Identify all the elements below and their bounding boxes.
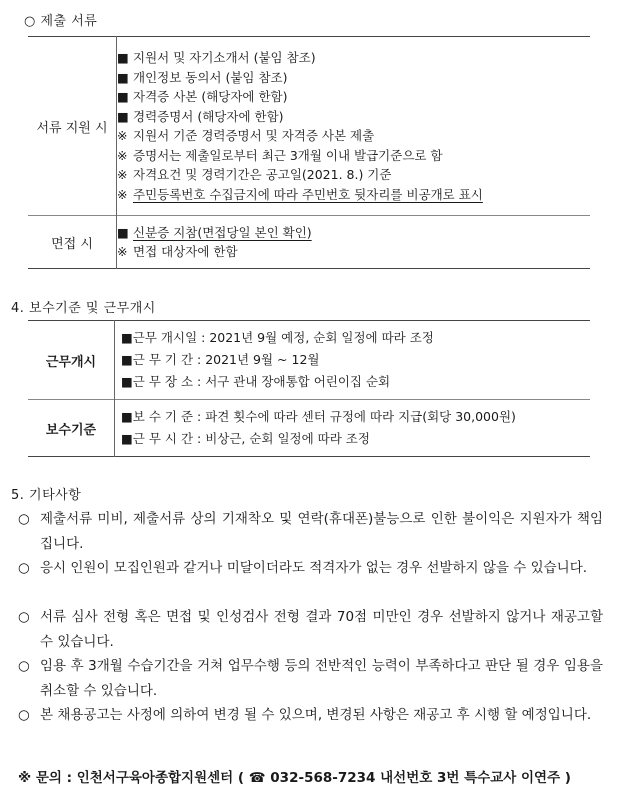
table-row (28, 216, 590, 269)
list-item: ■근무 개시일 : 2021년 9월 예정, 순회 일정에 따라 조정 (121, 330, 434, 345)
table-row (28, 37, 590, 216)
section5-title: 5. 기타사항 (11, 488, 82, 503)
row-label: 면접 시 (28, 216, 117, 269)
table-row (28, 321, 590, 400)
pay-work-table (28, 320, 590, 457)
list-item: ■ 개인정보 동의서 (붙임 참조) (117, 69, 288, 85)
list-item: ■근 무 시 간 : 비상근, 순회 일정에 따라 조정 (121, 431, 370, 446)
list-item: ■보 수 기 준 : 파견 횟수에 따라 센터 규정에 따라 지급(회당 30,000원) (121, 409, 516, 424)
list-item: ※ 면접 대상자에 한함 (117, 244, 238, 259)
list-item: ※ 지원서 기준 경력증명서 및 자격증 사본 제출 (117, 128, 375, 143)
contact-info: ※ 문의 : 인천서구육아종합지원센터 ( ☎ 032-568-7234 내선번호 3번 특수교사 이연주 ) (18, 770, 571, 786)
circle-bullet-icon: ○ (18, 560, 30, 576)
list-item: ■ 자격증 사본 (해당자에 한함) (117, 89, 288, 104)
circle-bullet-icon: ○ (18, 658, 30, 674)
row-label: 보수기준 (28, 400, 115, 457)
list-item: ○ 본 채용공고는 사정에 의하여 변경 될 수 있으며, 변경된 사항은 재공고 후 시행 할 예정입니다. (18, 703, 603, 728)
list-item: ○ 제출서류 미비, 제출서류 상의 기재착오 및 연락(휴대폰)불능으로 인한 불이익은 지원자가 책임집니다. (18, 507, 603, 556)
circle-bullet-icon: ○ (18, 609, 30, 625)
row-label: 서류 지원 시 (28, 37, 117, 216)
row-label: 근무개시 (28, 321, 115, 400)
list-item: ※ 자격요건 및 경력기간은 공고일(2021. 8.) 기준 (117, 167, 392, 182)
list-item: ○ 임용 후 3개월 수습기간을 거쳐 업무수행 등의 전반적인 능력이 부족하다고 판단 될 경우 임용을 취소할 수 있습니다. (18, 654, 603, 703)
circle-bullet-icon: ○ (18, 511, 30, 527)
list-item: ■근 무 기 간 : 2021년 9월 ~ 12월 (121, 352, 320, 367)
section4-title: 4. 보수기준 및 근무개시 (11, 301, 156, 316)
section1-title: ○ 제출 서류 (24, 14, 98, 29)
list-item: ■ 지원서 및 자기소개서 (붙임 참조) (117, 50, 316, 65)
list-item: ※ 주민등록번호 수집금지에 따라 주민번호 뒷자리를 비공개로 표시 (117, 186, 483, 202)
table-row (28, 400, 590, 457)
circle-bullet-icon: ○ (18, 707, 30, 723)
submission-docs-table (28, 36, 590, 269)
list-item: ○ 서류 심사 전형 혹은 면접 및 인성검사 전형 결과 70점 미만인 경우 선발하지 않거나 재공고할 수 있습니다. (18, 605, 603, 654)
list-item: ■ 신분증 지참(면접당일 본인 확인) (117, 224, 312, 240)
list-item: ※ 증명서는 제출일로부터 최근 3개월 이내 발급기준으로 함 (117, 147, 443, 163)
list-item: ○ 응시 인원이 모집인원과 같거나 미달이더라도 적격자가 없는 경우 선발하지 않을 수 있습니다. (18, 556, 603, 581)
list-item: ■근 무 장 소 : 서구 관내 장애통합 어린이집 순회 (121, 374, 391, 389)
list-item: ■ 경력증명서 (해당자에 한함) (117, 108, 284, 124)
